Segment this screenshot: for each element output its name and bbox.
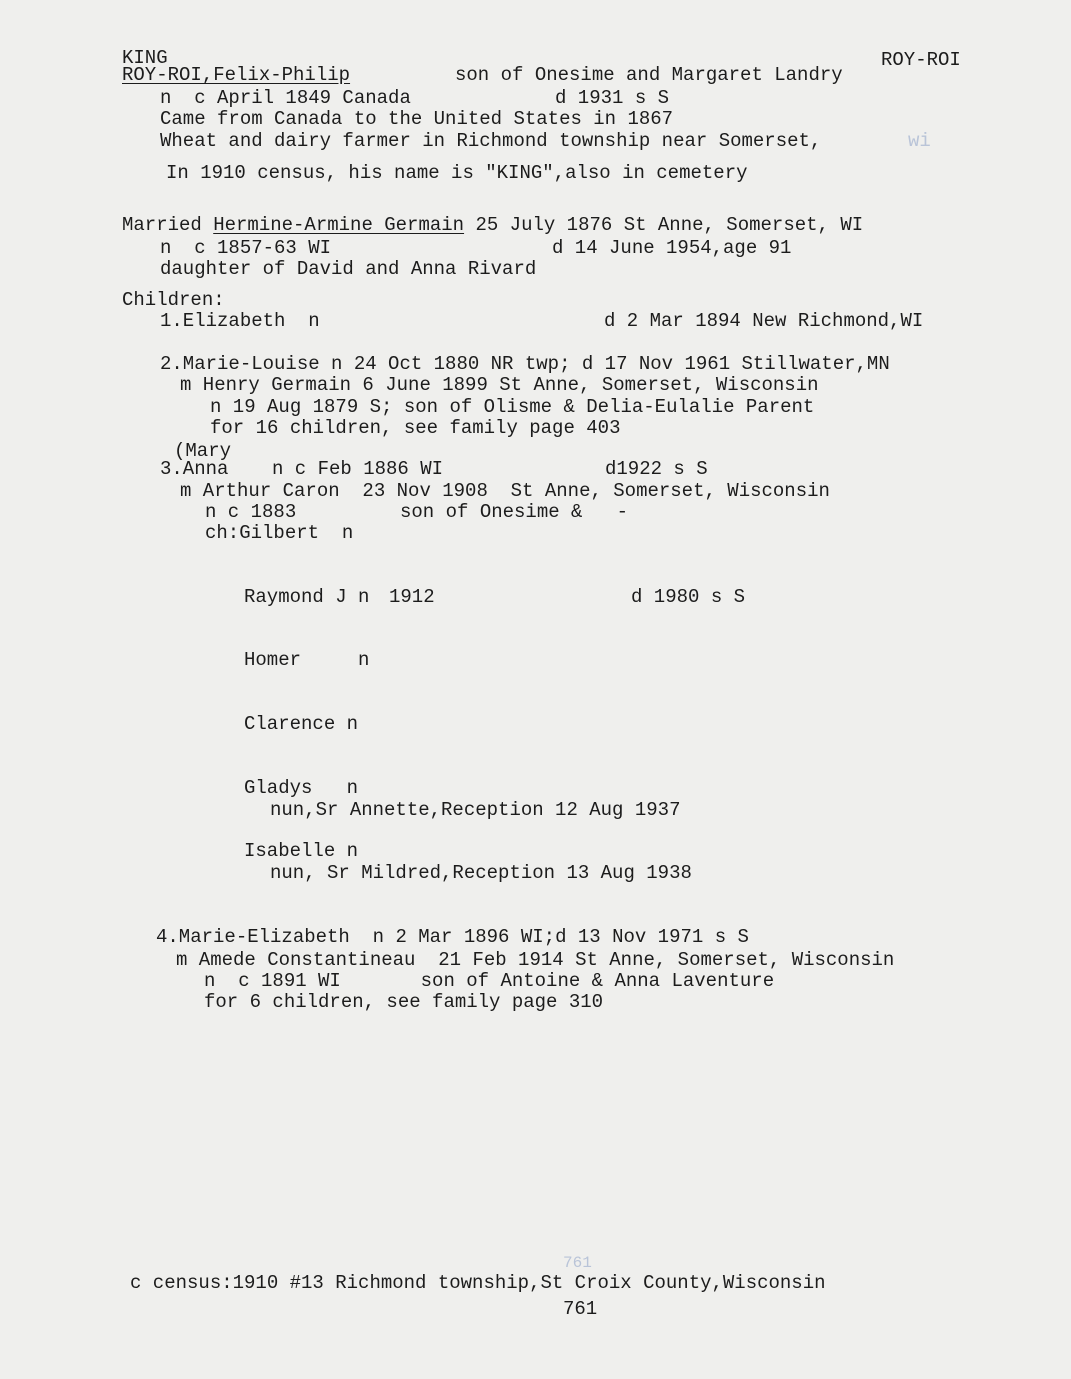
grandchild-gladys-name: Gladys n <box>244 777 359 799</box>
grandchild-isabelle-name: Isabelle n <box>244 840 359 862</box>
grandchild-isabelle-note: nun, Sr Mildred,Reception 13 Aug 1938 <box>270 862 692 884</box>
subject-death: d 1931 s S <box>555 87 670 109</box>
child-3-name: 3.Anna <box>160 458 229 480</box>
header-right-code: ROY-ROI <box>881 49 961 71</box>
child-3-spouse-parents: son of Onesime & - <box>400 501 629 523</box>
child-2-line2: m Henry Germain 6 June 1899 St Anne, Somerset, Wisconsin <box>180 374 819 396</box>
child-2-line1: 2.Marie-Louise n 24 Oct 1880 NR twp; d 17 Nov 1961 Stillwater,MN <box>160 353 890 375</box>
spouse-parents: daughter of David and Anna Rivard <box>160 258 537 280</box>
grandchild-raymond-birth: 1912 <box>389 586 435 608</box>
occupation-note: wi <box>908 130 931 152</box>
footer-census: c census:1910 #13 Richmond township,St Croix County,Wisconsin <box>130 1272 826 1294</box>
subject-birth: n c April 1849 Canada <box>160 87 411 109</box>
child-4-line4: for 6 children, see family page 310 <box>204 991 604 1013</box>
marriage-prefix: Married <box>122 214 214 236</box>
marriage-details: 25 July 1876 St Anne, Somerset, WI <box>464 214 864 236</box>
child-3-children-label: ch:Gilbert n <box>205 522 354 544</box>
grandchild-raymond-name: Raymond J n <box>244 586 370 608</box>
child-4-line2: m Amede Constantineau 21 Feb 1914 St Anne, Somerset, Wisconsin <box>176 949 895 971</box>
child-3-alt-name: (Mary <box>174 440 232 462</box>
child-3-death: d1922 s S <box>605 458 708 480</box>
grandchild-homer-birth: n <box>358 649 370 671</box>
subject-immigration: Came from Canada to the United States in 1867 <box>160 108 674 130</box>
header-left-code: KING <box>122 47 168 69</box>
child-3-birth: n c Feb 1886 WI <box>272 458 444 480</box>
child-2-line3: n 19 Aug 1879 S; son of Olisme & Delia-Eulalie Parent <box>210 396 815 418</box>
child-1-name: 1.Elizabeth n <box>160 310 320 332</box>
child-1-death: d 2 Mar 1894 New Richmond,WI <box>604 310 924 332</box>
spouse-birth: n c 1857-63 WI <box>160 237 332 259</box>
grandchild-raymond-death: d 1980 s S <box>631 586 746 608</box>
children-heading: Children: <box>122 289 225 311</box>
grandchild-homer-name: Homer <box>244 649 302 671</box>
marriage-line <box>122 214 863 236</box>
child-4-line3: n c 1891 WI son of Antoine & Anna Laventure <box>204 970 775 992</box>
child-3-marriage: m Arthur Caron 23 Nov 1908 St Anne, Somerset, Wisconsin <box>180 480 830 502</box>
grandchild-gladys-note: nun,Sr Annette,Reception 12 Aug 1937 <box>270 799 681 821</box>
page-number: 761 <box>563 1298 598 1320</box>
spouse-death: d 14 June 1954,age 91 <box>552 237 792 259</box>
child-2-line4: for 16 children, see family page 403 <box>210 417 621 439</box>
grandchild-clarence-name: Clarence n <box>244 713 359 735</box>
child-4-line1: 4.Marie-Elizabeth n 2 Mar 1896 WI;d 13 Nov 1971 s S <box>156 926 749 948</box>
subject-name: ROY-ROI,Felix-Philip <box>122 64 351 86</box>
marriage-spouse: Hermine-Armine Germain <box>213 214 465 236</box>
child-3-spouse-birth: n c 1883 <box>205 501 297 523</box>
page-stamp: 761 <box>563 1254 592 1272</box>
subject-occupation: Wheat and dairy farmer in Richmond township near Somerset, <box>160 130 822 152</box>
subject-census-note: In 1910 census, his name is "KING",also in cemetery <box>166 162 748 184</box>
subject-parentage: son of Onesime and Margaret Landry <box>455 64 843 86</box>
